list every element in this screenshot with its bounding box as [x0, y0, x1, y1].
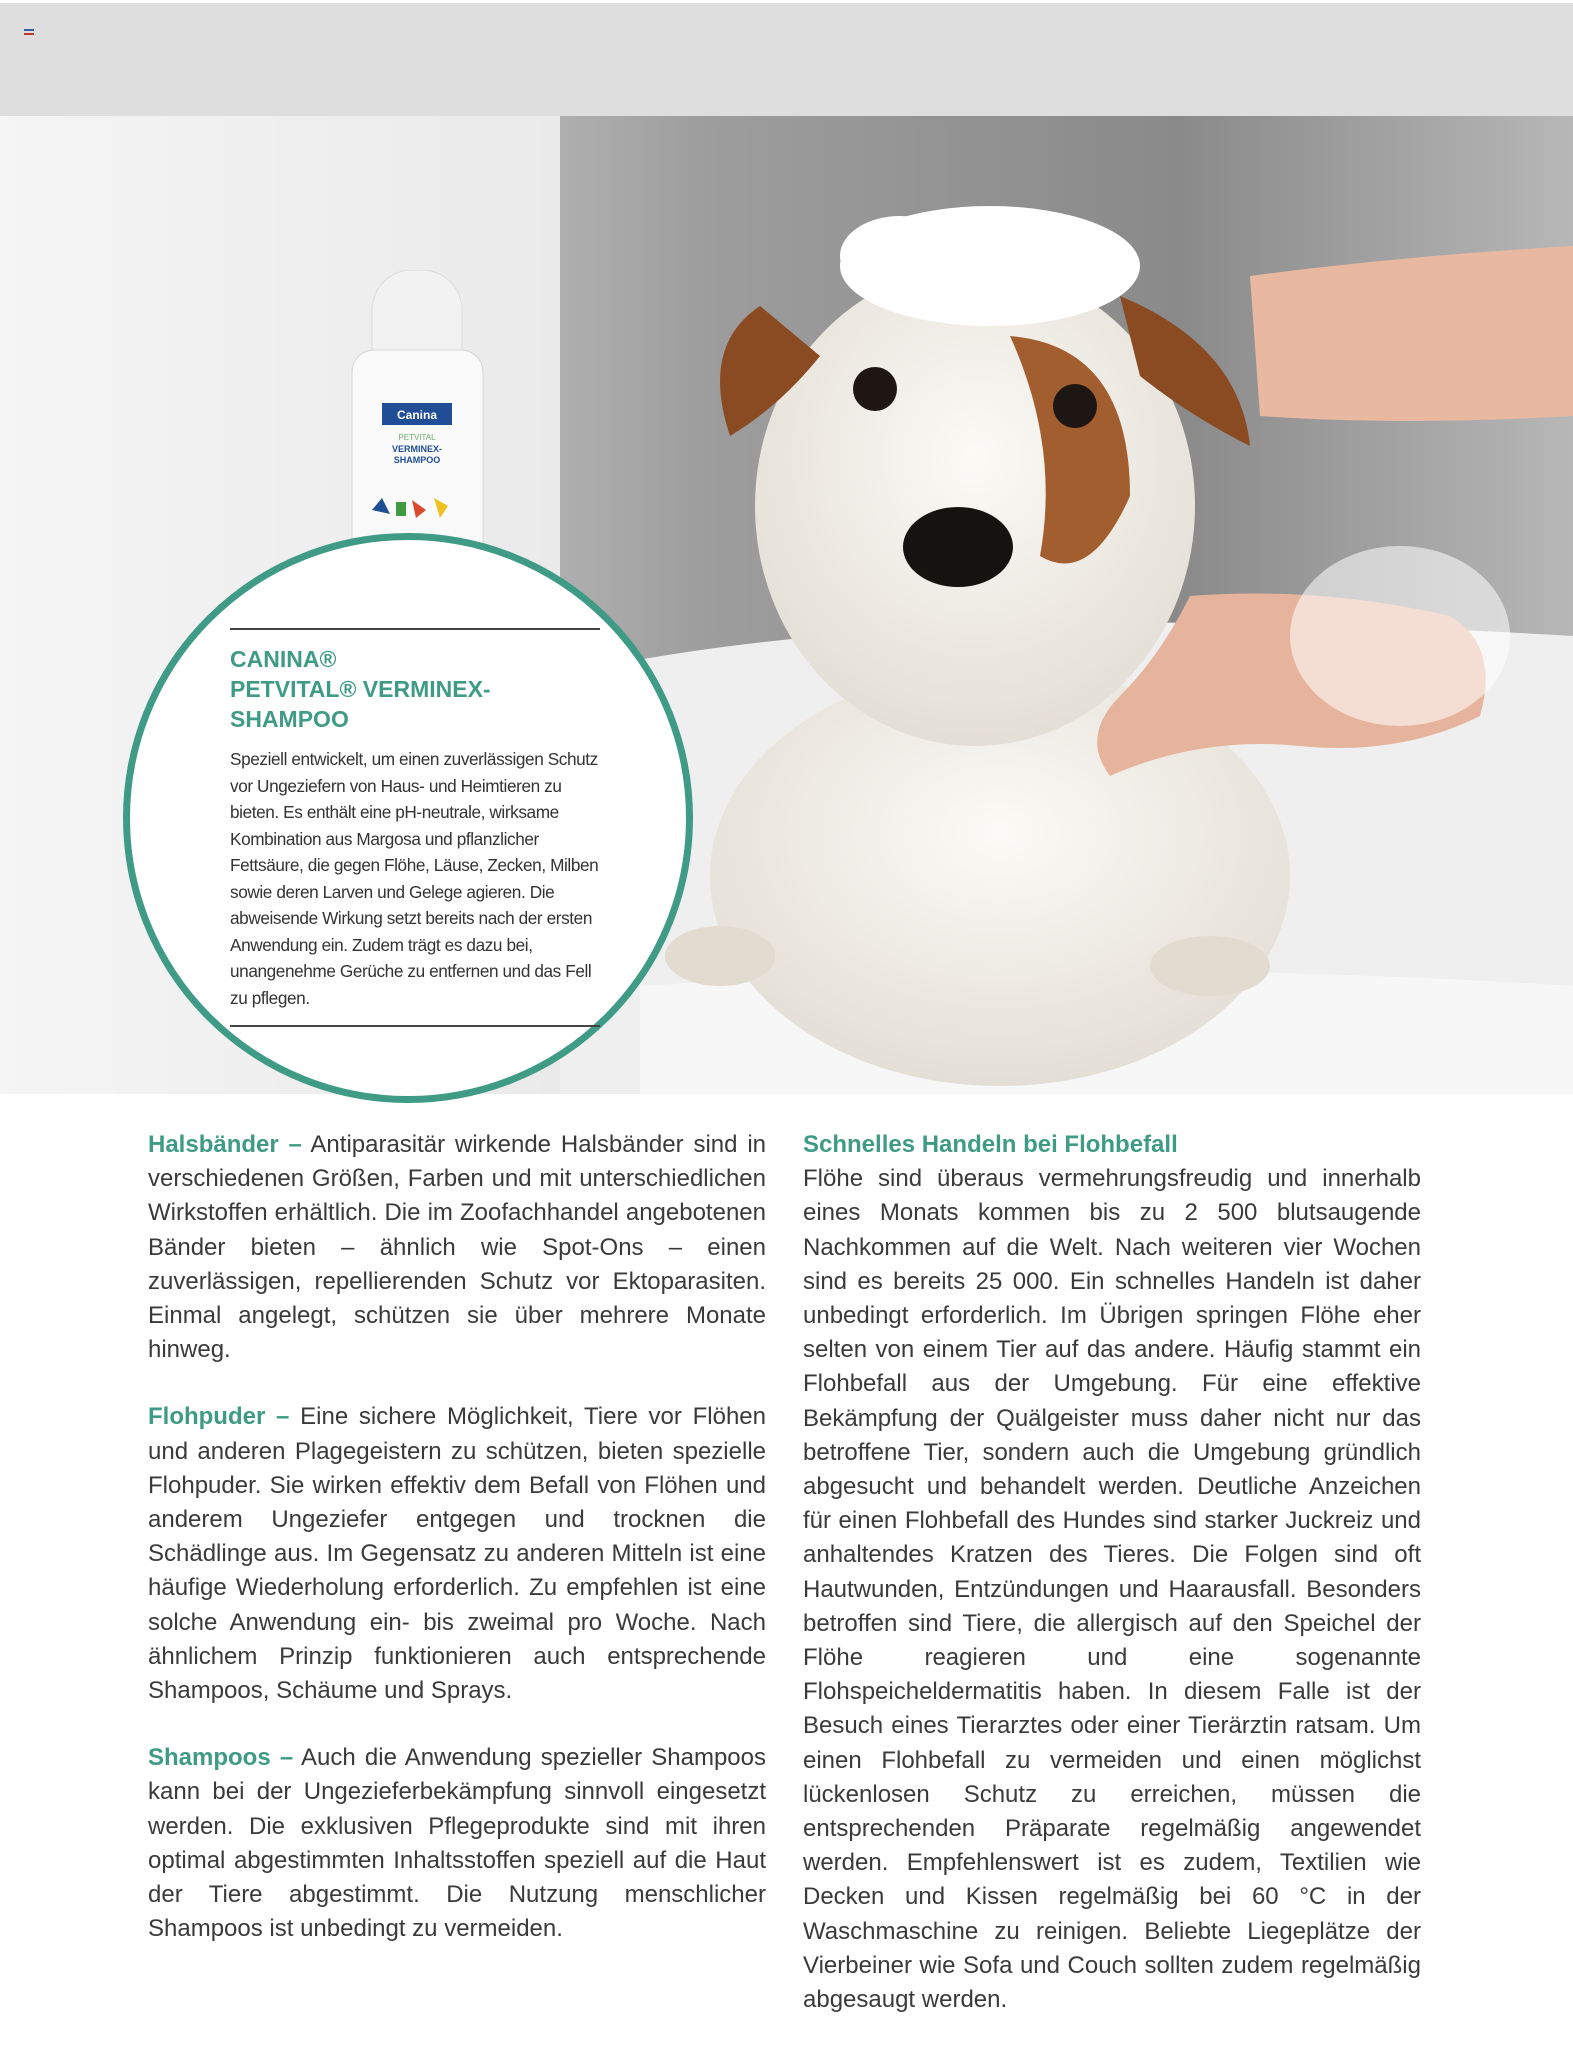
product-card [230, 628, 600, 1027]
section-lead: Flohpuder – [148, 1403, 290, 1431]
section-lead: Halsbänder – [148, 1131, 302, 1158]
section-text: Antiparasitär wirkende Halsbänder sind in verschiedenen Größen, Farben und mit unterschiedlichen Wirkstoffen erhältlich. Die im Zoofachhandel angebotenen Bänder bieten – ähnlich wie Spot-Ons – einen zuverlässigen, repellierenden Schutz vor Ektoparasiten. Einmal angelegt, schützen sie über mehrere Monate hinweg. [148, 1131, 766, 1364]
section-body: Flöhe sind überaus vermehrungsfreudig und innerhalb eines Monats kommen bis zu 2 500 blutsaugende Nachkommen auf die Welt. Nach weiteren vier Wochen sind es bereits 25 000. Ein schnelles Handeln ist daher unbedingt erforderlich. Im Übrigen springen Flöhe eher selten von einem Tier auf das andere. Häufig stammt ein Flohbefall aus der Umgebung. Für eine effektive Bekämpfung der Quälgeister muss daher nicht nur das betroffene Tier, sondern auch die Umgebung gründlich abgesucht und behandelt werden. Deutliche Anzeichen für einen Flohbefall des Hundes sind starker Juckreiz und anhaltendes Kratzen des Tieres. Die Folgen sind oft Hautwunden, Entzündungen und Haarausfall. Besonders betroffen sind Tiere, die allergisch auf den Speichel der Flöhe reagieren und eine sogenannte Flohspeicheldermatitis haben. In diesem Falle ist der Besuch eines Tierarztes oder einer Tierärztin ratsam. Um einen Flohbefall zu vermeiden und einen möglichst lückenlosen Schutz zu erreichen, müssen die entsprechenden Präparate regelmäßig angewendet werden. Empfehlenswert ist es zudem, Textilien wie Decken und Kissen regelmäßig bei 60 °C in der Waschmaschine zu reinigen. Beliebte Liegeplätze der Vierbeiner wie Sofa und Couch sollten zudem regelmäßig abgesaugt werden. [803, 1165, 1421, 2014]
left-column [148, 1128, 766, 1979]
product-brand: CANINA® [230, 646, 337, 672]
bottle-brand: Canina [396, 408, 438, 422]
section-lead: Shampoos – [148, 1744, 294, 1772]
right-column [803, 1128, 1421, 2050]
menu-icon[interactable] [24, 29, 34, 36]
bottle-line3: SHAMPOO [393, 455, 441, 465]
section-shampoos [148, 1741, 766, 1946]
section-text: Auch die Anwendung spezieller Shampoos kann bei der Ungezieferbekämpfung sinnvoll eingesetzt werden. Die exklusiven Pflegeprodukte sind mit ihren optimal abgestimmten Inhaltsstoffen speziell auf die Haut der Tiere abgestimmt. Die Nutzung menschlicher Shampoos ist unbedingt zu vermeiden. [148, 1744, 767, 1943]
section-heading: Schnelles Handeln bei Flohbefall [803, 1131, 1178, 1158]
product-description: Speziell entwickelt, um einen zuverlässigen Schutz vor Ungeziefern von Haus- und Heimtieren zu bieten. Es enthält eine pH-neutrale, wirksame Kombination aus Margosa und pflanzlicher Fettsäure, die gegen Flöhe, Läuse, Zecken, Milben sowie deren Larven und Gelege agieren. Die abweisende Wirkung setzt bereits nach der ersten Anwendung ein. Zudem trägt es dazu bei, unangenehme Gerüche zu entfernen und das Fell zu pflegen. [230, 749, 599, 1008]
section-flohpuder [148, 1400, 766, 1708]
bottle-line1: PETVITAL [398, 433, 436, 442]
bottle-line2: VERMINEX- [391, 444, 443, 454]
product-name: PETVITAL® VERMINEX-SHAMPOO [230, 676, 491, 732]
section-halsbaender [148, 1128, 766, 1367]
section-text: Eine sichere Möglichkeit, Tiere vor Flöhen und anderen Plagegeistern zu schützen, bieten spezielle Flohpuder. Sie wirken effektiv dem Befall von Flöhen und anderem Ungeziefer entgegen und trocknen die Schädlinge aus. Im Gegensatz zu anderen Mitteln ist eine häufige Wiederholung erforderlich. Zu empfehlen ist eine solche Anwendung ein- bis zweimal pro Woche. Nach ähnlichem Prinzip funktionieren auch entsprechende Shampoos, Schäume und Sprays. [148, 1403, 766, 1705]
top-bar [0, 0, 1573, 118]
